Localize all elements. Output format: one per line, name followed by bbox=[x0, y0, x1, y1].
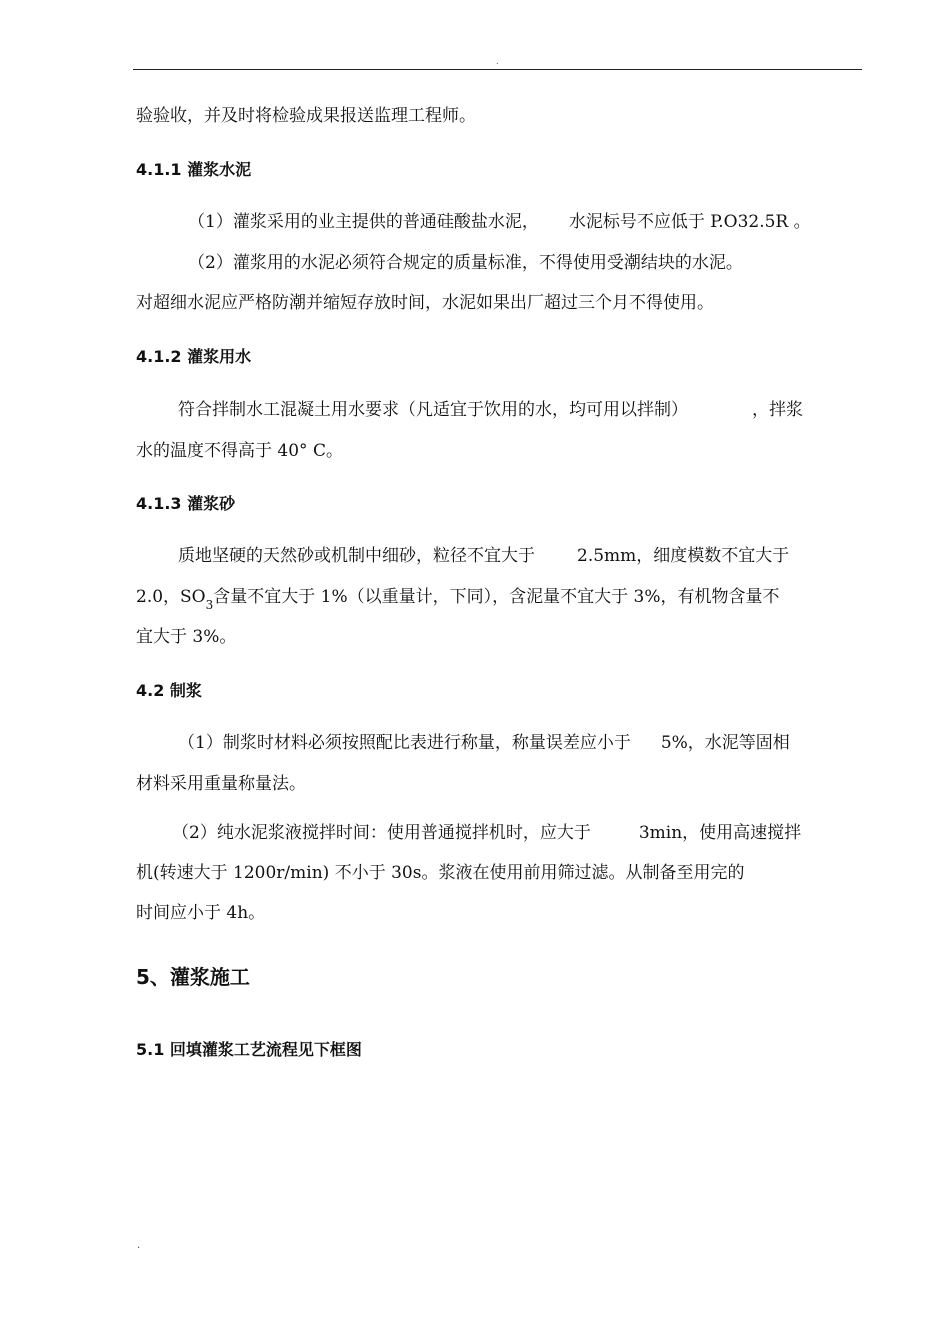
water-part-a: 符合拌制水工混凝土用水要求（凡适宜于饮用的水，均可用以拌制） bbox=[178, 400, 688, 420]
paragraph-4-2-item2-line3: 时间应小于 4h。 bbox=[136, 903, 266, 923]
header-rule bbox=[133, 69, 862, 70]
paragraph-4-2-item1-line1 bbox=[178, 732, 790, 754]
heading-4-1-3: 4.1.3 灌浆砂 bbox=[136, 494, 236, 513]
heading-5: 5、灌浆施工 bbox=[136, 965, 250, 989]
paragraph-4-2-item2-line2: 机(转速大于 1200r/min) 不小于 30s。浆液在使用前用筛过滤。从制备至用完的 bbox=[136, 863, 745, 883]
header-mark: . bbox=[496, 57, 499, 66]
paragraph-4-1-3-line3: 宜大于 3%。 bbox=[136, 627, 237, 647]
so3-subscript: 3 bbox=[205, 598, 214, 612]
paragraph-4-1-2-line2: 水的温度不得高于 40° C。 bbox=[136, 441, 343, 461]
paragraph-4-2-item2-line1 bbox=[172, 822, 801, 844]
sand-part-b: 2.5mm，细度模数不宜大于 bbox=[577, 546, 790, 566]
sand-line2-part-a: 2.0，SO bbox=[136, 587, 206, 607]
stir-part-a: （2）纯水泥浆液搅拌时间：使用普通搅拌机时，应大于 bbox=[172, 823, 591, 843]
paragraph-4-1-3-line1 bbox=[178, 545, 789, 567]
footer-mark: . bbox=[137, 1240, 141, 1251]
mix-part-b: 5%，水泥等固相 bbox=[660, 733, 790, 753]
water-part-b: ，拌浆 bbox=[752, 400, 803, 420]
sand-part-a: 质地坚硬的天然砂或机制中细砂，粒径不宜大于 bbox=[178, 546, 535, 566]
paragraph-4-1-1-item2-cont: 对超细水泥应严格防潮并缩短存放时间，水泥如果出厂超过三个月不得使用。 bbox=[136, 293, 714, 313]
paragraph-4-1-2-line1 bbox=[178, 399, 803, 421]
paragraph-4-1-1-item2: （2）灌浆用的水泥必须符合规定的质量标准，不得使用受潮结块的水泥。 bbox=[188, 253, 743, 273]
paragraph-4-1-1-item1 bbox=[188, 211, 811, 233]
item1-part-b: 水泥标号不应低于 P.O32.5R 。 bbox=[568, 212, 811, 232]
paragraph-4-2-item1-line2: 材料采用重量称量法。 bbox=[136, 774, 306, 794]
paragraph-4-1-3-line2 bbox=[136, 586, 780, 612]
heading-4-1-1: 4.1.1 灌浆水泥 bbox=[136, 160, 252, 179]
sand-line2-part-b: 含量不宜大于 1%（以重量计，下同），含泥量不宜大于 3%，有机物含量不 bbox=[213, 587, 780, 607]
paragraph-intro: 验验收，并及时将检验成果报送监理工程师。 bbox=[136, 106, 476, 126]
stir-part-b: 3min，使用高速搅拌 bbox=[638, 823, 802, 843]
heading-4-1-2: 4.1.2 灌浆用水 bbox=[136, 347, 252, 366]
item1-part-a: （1）灌浆采用的业主提供的普通硅酸盐水泥， bbox=[188, 212, 539, 232]
mix-part-a: （1）制浆时材料必须按照配比表进行称量，称量误差应小于 bbox=[178, 733, 631, 753]
heading-4-2: 4.2 制浆 bbox=[136, 681, 202, 700]
heading-5-1: 5.1 回填灌浆工艺流程见下框图 bbox=[136, 1040, 362, 1059]
